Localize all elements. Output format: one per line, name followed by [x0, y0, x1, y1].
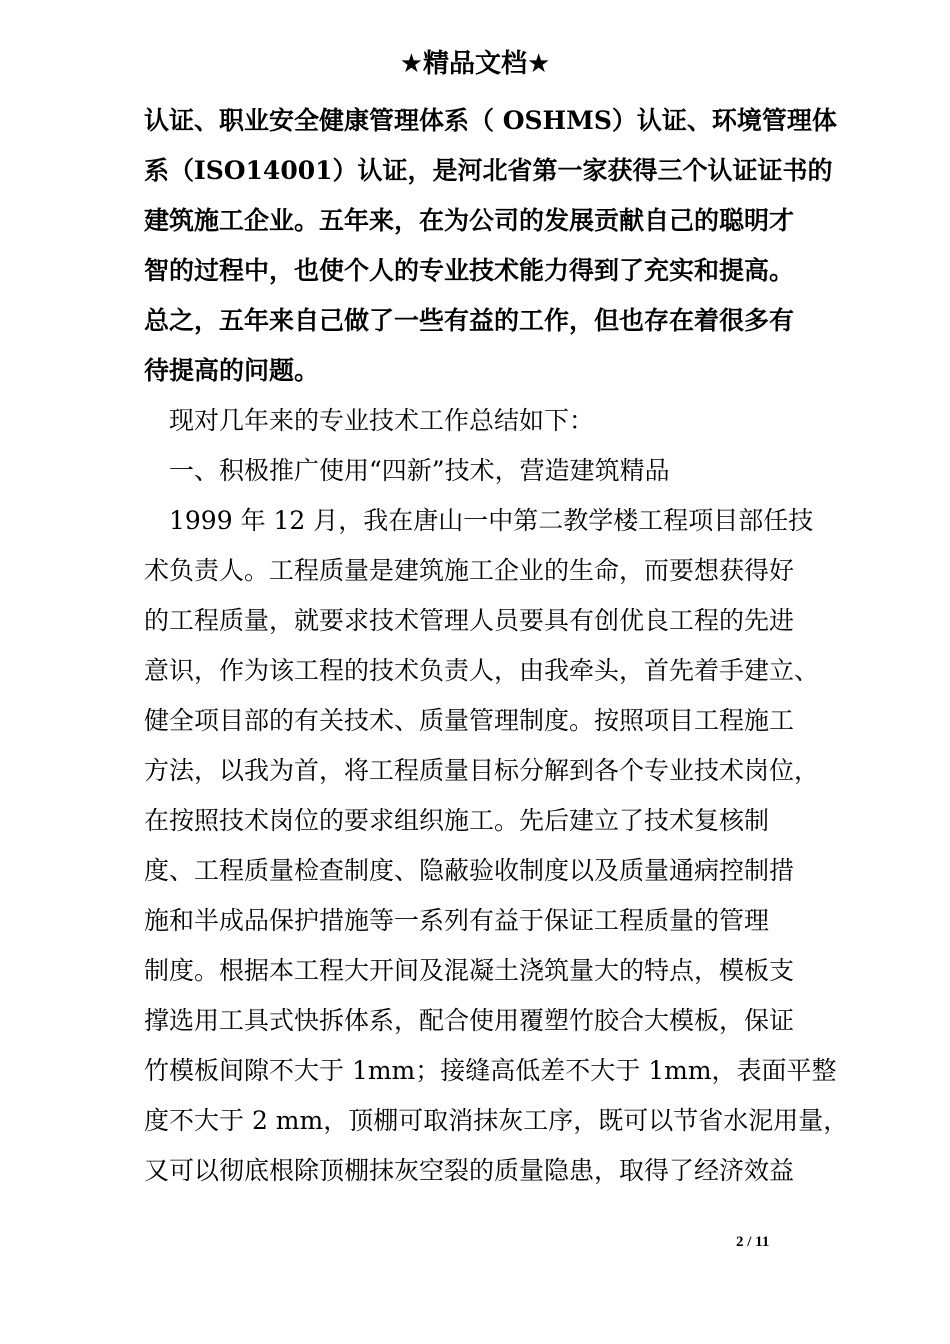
text-line: 度不大于 2 mm，顶棚可取消抹灰工序，既可以节省水泥用量，	[144, 1106, 849, 1135]
text-line: 待提高的问题。	[144, 356, 320, 385]
text-line: 建筑施工企业。五年来，在为公司的发展贡献自己的聪明才	[144, 206, 795, 235]
text-line: 竹模板间隙不大于 1mm；接缝高低差不大于 1mm，表面平整	[144, 1056, 837, 1085]
text-line: 现对几年来的专业技术工作总结如下：	[144, 406, 595, 435]
text-line: 术负责人。工程质量是建筑施工企业的生命，而要想获得好	[144, 556, 795, 585]
text-line: 总之，五年来自己做了一些有益的工作，但也存在着很多有	[144, 306, 795, 335]
section-heading: 一、积极推广使用“四新”技术，营造建筑精品	[144, 456, 670, 485]
text-line: 又可以彻底根除顶棚抹灰空裂的质量隐患，取得了经济效益	[144, 1156, 795, 1185]
text-line: 1999 年 12 月，我在唐山一中第二教学楼工程项目部任技	[144, 506, 814, 535]
text-line: 施和半成品保护措施等一系列有益于保证工程质量的管理	[144, 906, 770, 935]
text-line: 意识，作为该工程的技术负责人，由我牵头，首先着手建立、	[144, 656, 820, 685]
text-line: 方法，以我为首，将工程质量目标分解到各个专业技术岗位，	[144, 756, 820, 785]
text-line: 智的过程中，也使个人的专业技术能力得到了充实和提高。	[144, 256, 795, 285]
text-line: 制度。根据本工程大开间及混凝土浇筑量大的特点，模板支	[144, 956, 795, 985]
text-line: 健全项目部的有关技术、质量管理制度。按照项目工程施工	[144, 706, 795, 735]
text-line: 认证、职业安全健康管理体系（ OSHMS）认证、环境管理体	[144, 106, 837, 135]
text-line: 撑选用工具式快拆体系，配合使用覆塑竹胶合大模板，保证	[144, 1006, 795, 1035]
text-line: 的工程质量，就要求技术管理人员要具有创优良工程的先进	[144, 606, 795, 635]
text-line: 度、工程质量检查制度、隐蔽验收制度以及质量通病控制措	[144, 856, 795, 885]
page-header-title: ★精品文档★	[399, 49, 551, 79]
text-line: 在按照技术岗位的要求组织施工。先后建立了技术复核制	[144, 806, 770, 835]
document-body	[144, 96, 849, 1196]
text-line: 系（ISO14001）认证，是河北省第一家获得三个认证证书的	[144, 156, 833, 185]
page-number: 2 / 11	[736, 1234, 770, 1250]
